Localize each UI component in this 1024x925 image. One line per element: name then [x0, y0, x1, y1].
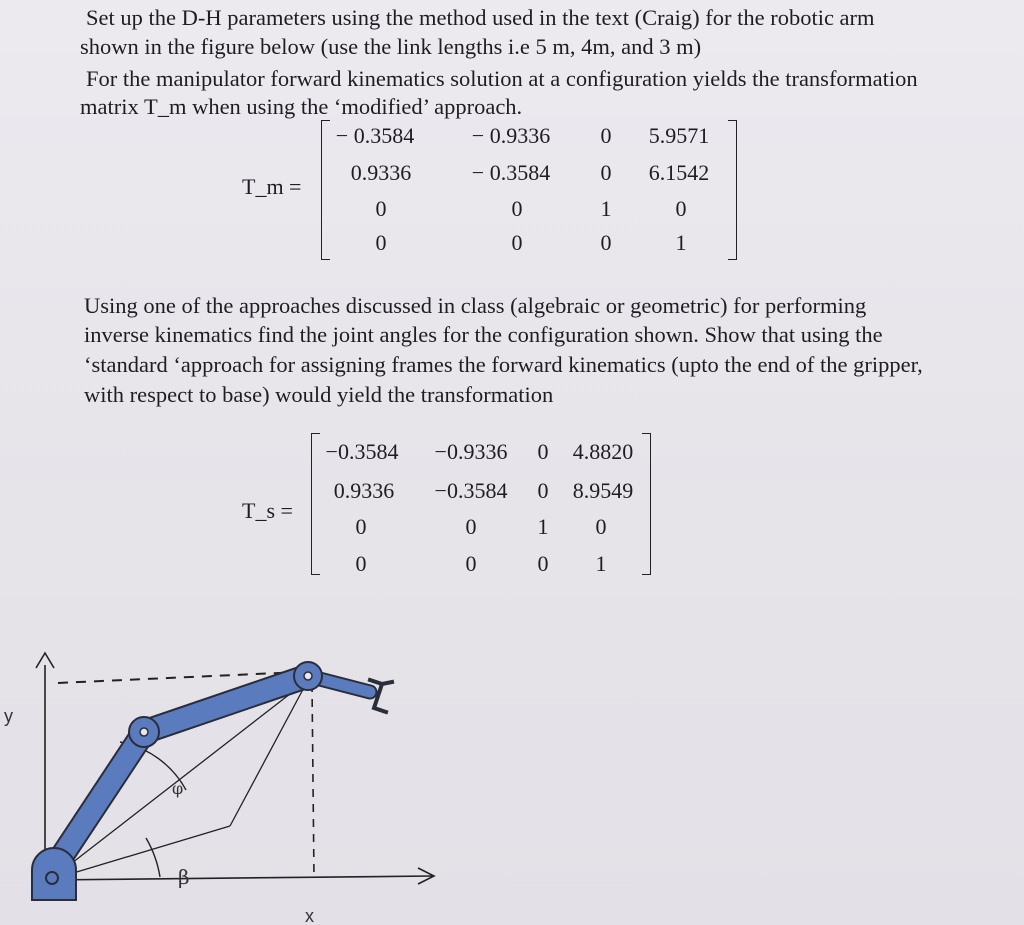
dashed-reference-vertical — [312, 684, 314, 878]
problem-line-3: For the manipulator forward kinematics solution at a configuration yields the transformation — [86, 66, 918, 91]
matrix-s-cell: 0 — [537, 439, 549, 464]
problem-line-2: shown in the figure below (use the link lengths i.e 5 m, 4m, and 3 m) — [80, 34, 702, 59]
matrix-m-cell: 1 — [675, 230, 687, 255]
x-axis — [45, 876, 432, 880]
matrix-s-cell: 4.8820 — [572, 439, 634, 464]
inverse-line-1: Using one of the approaches discussed in class (algebraic or geometric) for performing — [84, 293, 867, 318]
matrix-s-cell: −0.3584 — [434, 478, 508, 503]
angle-phi-label: φ — [172, 779, 184, 798]
matrix-s-cell: 0 — [537, 551, 549, 576]
matrix-s-cell: 1 — [537, 514, 549, 539]
matrix-s-cell: −0.3584 — [325, 439, 399, 464]
robot-link-2-fill — [144, 676, 308, 732]
matrix-s-cell: 0 — [355, 514, 367, 539]
matrix-m-cell: 0 — [511, 196, 523, 221]
angle-beta-label: β — [178, 865, 190, 889]
inverse-line-2: inverse kinematics find the joint angles for the configuration shown. Show that using the — [84, 322, 883, 347]
matrix-m-cell: 0 — [675, 196, 687, 221]
inverse-line-4: with respect to base) would yield the transformation — [84, 382, 554, 407]
y-axis-label: y — [4, 706, 13, 726]
matrix-s-cell: 0.9336 — [333, 478, 395, 503]
matrix-m-cell: 6.1542 — [648, 160, 710, 185]
elbow-joint-pin — [140, 728, 148, 736]
matrix-s-cell: 1 — [595, 551, 607, 576]
matrix-s-cell: 8.9549 — [572, 478, 634, 503]
matrix-m-cell: 0 — [600, 160, 612, 185]
matrix-s-cell: 0 — [465, 551, 477, 576]
matrix-m-cell: 0 — [375, 230, 387, 255]
matrix-m-cell: − 0.3584 — [471, 160, 551, 185]
matrix-s-cell: 0 — [537, 478, 549, 503]
matrix-m-cell: 0 — [600, 123, 612, 148]
matrix-m-cell: − 0.9336 — [471, 123, 551, 148]
robot-base — [32, 848, 76, 900]
problem-line-4: matrix T_m when using the ‘modified’ approach. — [80, 94, 523, 119]
matrix-s-label: T_s = — [242, 498, 293, 523]
matrix-s-cell: 0 — [465, 514, 477, 539]
matrix-m-cell: 5.9571 — [648, 123, 710, 148]
matrix-s-cell: 0 — [355, 551, 367, 576]
matrix-s-cell: 0 — [595, 514, 607, 539]
matrix-m-cell: 1 — [600, 196, 612, 221]
matrix-m-label: T_m = — [242, 174, 302, 199]
inverse-line-3: ‘standard ‘approach for assigning frames the forward kinematics (upto the end of the gripper, — [84, 352, 923, 377]
angle-beta-arc — [146, 838, 160, 877]
matrix-m-cell: 0.9336 — [350, 160, 412, 185]
wrist-joint-pin — [304, 672, 312, 680]
matrix-m-cell: − 0.3584 — [335, 123, 415, 148]
matrix-m-cell: 0 — [375, 196, 387, 221]
matrix-m-cell: 0 — [600, 230, 612, 255]
matrix-m-cell: 0 — [511, 230, 523, 255]
matrix-s-cell: −0.9336 — [434, 439, 508, 464]
x-axis-label: x — [305, 906, 314, 925]
problem-line-1: Set up the D-H parameters using the method used in the text (Craig) for the robotic arm — [86, 5, 875, 30]
